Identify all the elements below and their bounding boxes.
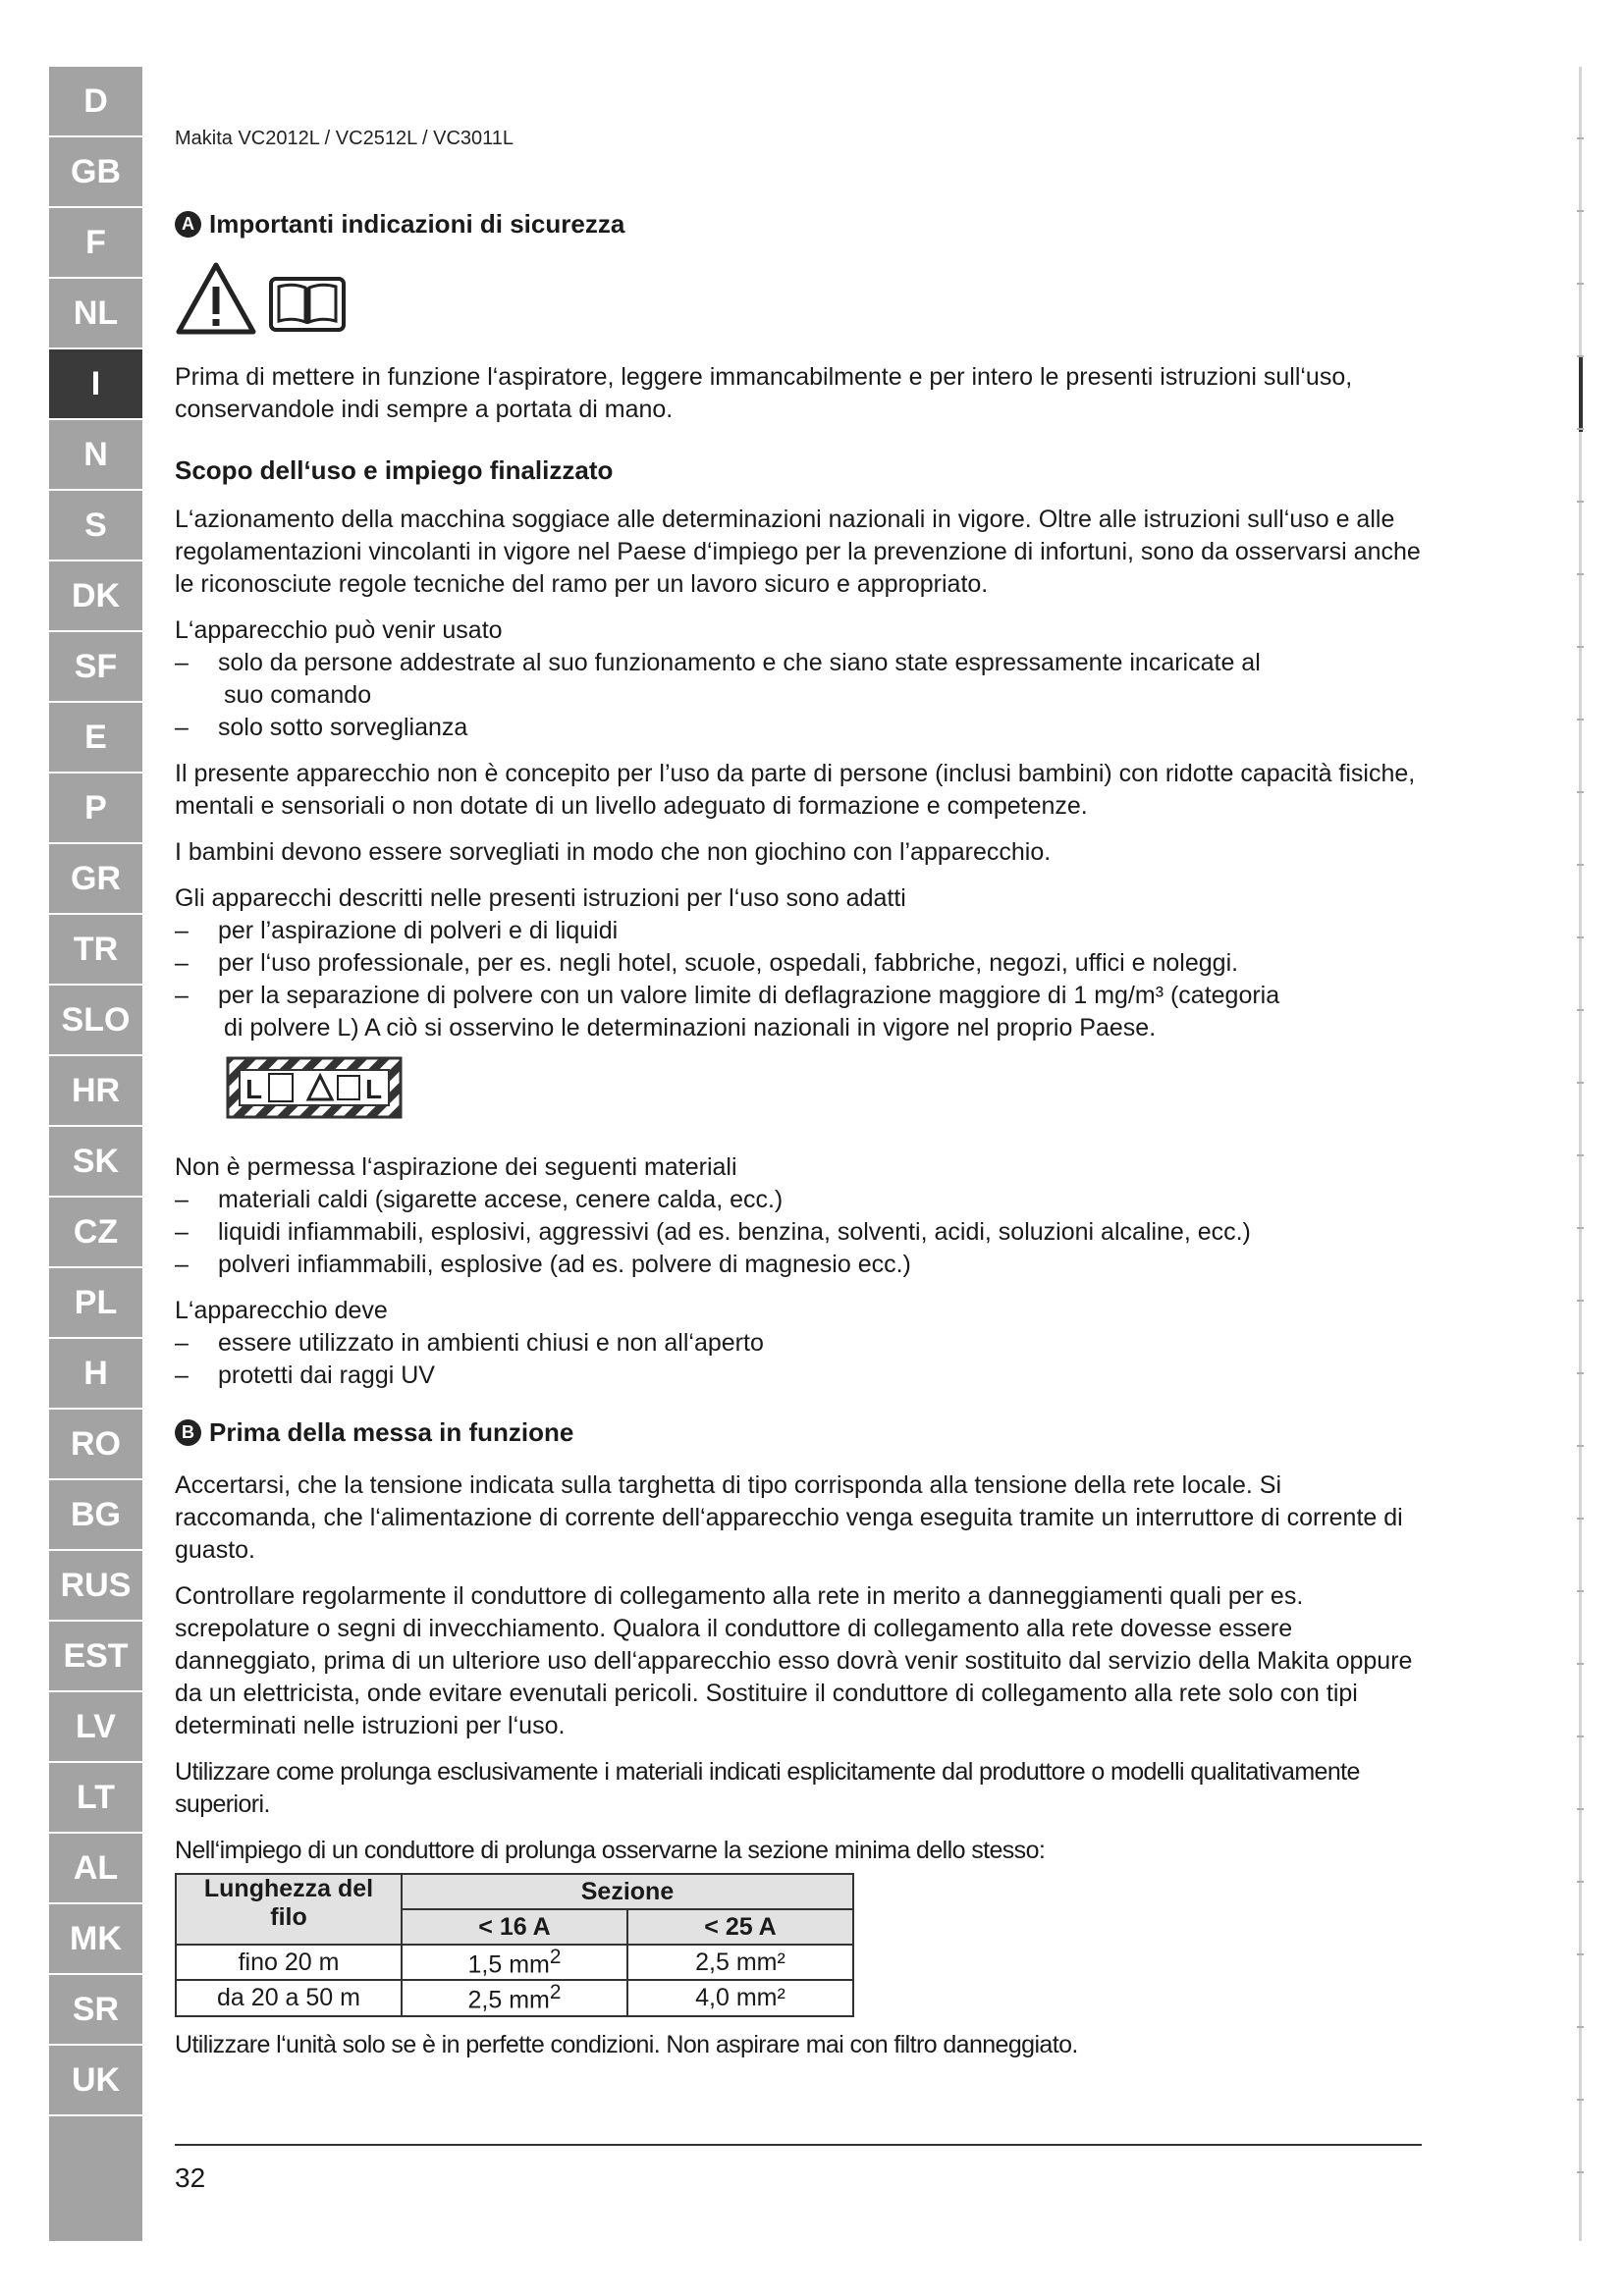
dust-label-left-letter: L bbox=[245, 1074, 263, 1104]
edge-tick bbox=[1577, 1518, 1584, 1520]
section-b-heading bbox=[175, 1417, 1422, 1448]
voltage-paragraph: Accertarsi, che la tensione indicata sulla targhetta di tipo corrisponda alla tensione della rete locale. Si raccomanda, che l‘alimentazione di corrente dell‘apparecchio venga eseguita tramite un interruttore di corrente di guasto. bbox=[175, 1471, 1403, 1564]
scope-heading: Scopo dell‘uso e impiego finalizzato bbox=[175, 455, 614, 485]
edge-tick bbox=[1577, 1953, 1584, 1955]
language-tab-bg[interactable]: BG bbox=[49, 1480, 142, 1551]
forbidden-list bbox=[175, 1184, 1422, 1281]
suitable-list bbox=[175, 915, 1422, 1044]
page-content bbox=[175, 118, 1422, 2061]
language-tab-slo[interactable]: SLO bbox=[49, 986, 142, 1056]
intro-paragraph: Prima di mettere in funzione l‘aspiratore, leggere immancabilmente e per intero le presenti istruzioni sull‘uso, conservandole indi sempre a portata di mano. bbox=[175, 363, 1353, 423]
language-tab-sk[interactable]: SK bbox=[49, 1127, 142, 1198]
must-item-1: essere utilizzato in ambienti chiusi e non all‘aperto bbox=[218, 1329, 764, 1357]
edge-tick bbox=[1577, 864, 1584, 866]
language-tab-cz[interactable]: CZ bbox=[49, 1198, 142, 1268]
model-line: Makita VC2012L / VC2512L / VC3011L bbox=[175, 128, 514, 149]
edge-tick bbox=[1577, 1009, 1584, 1011]
language-tab-f[interactable]: F bbox=[49, 208, 142, 279]
col-length-header: Lunghezza del filo bbox=[176, 1874, 402, 1945]
section-a-title: Importanti indicazioni di sicurezza bbox=[209, 209, 625, 239]
dust-label-right-letter: L bbox=[365, 1074, 383, 1104]
dust-class-l-label bbox=[226, 1056, 1422, 1124]
forbidden-intro: Non è permessa l‘aspirazione dei seguenti materiali bbox=[175, 1153, 737, 1181]
forbidden-item-2: liquidi infiammabili, esplosivi, aggressivi (ad es. benzina, solventi, acidi, soluzioni alcaline, ecc.) bbox=[218, 1218, 1251, 1246]
extension-material-paragraph: Utilizzare come prolunga esclusivamente i materiali indicati esplicitamente dal produttore o modelli qualitativamente superiori. bbox=[175, 1758, 1360, 1818]
list-item: – per la separazione di polvere con un valore limite di deflagrazione maggiore di 1 mg/m³ (categoria di polvere L) A ciò si osservino le determinazioni nazionali in vigore nel proprio Paese. bbox=[175, 980, 1422, 1044]
must-item-2: protetti dai raggi UV bbox=[218, 1362, 435, 1389]
warning-icons bbox=[175, 261, 1422, 336]
right-edge-marker bbox=[1579, 355, 1583, 432]
list-item: – solo sotto sorveglianza bbox=[175, 714, 468, 741]
edge-tick bbox=[1577, 1300, 1584, 1302]
children-paragraph: I bambini devono essere sorvegliati in modo che non giochino con l’apparecchio. bbox=[175, 838, 1052, 866]
language-tab-sr[interactable]: SR bbox=[49, 1975, 142, 2046]
cell-25a: 4,0 mm² bbox=[627, 1980, 853, 2015]
edge-tick bbox=[1577, 2171, 1584, 2173]
footer-rule bbox=[175, 2144, 1422, 2146]
edge-tick bbox=[1577, 283, 1584, 285]
language-tab-s[interactable]: S bbox=[49, 491, 142, 561]
language-tab-ro[interactable]: RO bbox=[49, 1410, 142, 1480]
language-tab-tr[interactable]: TR bbox=[49, 915, 142, 986]
not-intended-paragraph: Il presente apparecchio non è concepito per l’uso da parte di persone (inclusi bambini) con ridotte capacità fisiche, mentali e sensoriali o non dotate di un livello adeguato di formazione e competenze. bbox=[175, 760, 1416, 820]
usage-intro: L‘apparecchio può venir usato bbox=[175, 616, 503, 644]
suitable-intro: Gli apparecchi descritti nelle presenti istruzioni per l‘uso sono adatti bbox=[175, 884, 906, 912]
section-b-title: Prima della messa in funzione bbox=[209, 1417, 574, 1447]
language-tab-gr[interactable]: GR bbox=[49, 844, 142, 915]
page-number: 32 bbox=[175, 2163, 206, 2193]
suitable-item-3-line-2: di polvere L) A ciò si osservino le determinazioni nazionali in vigore nel proprio Paese. bbox=[224, 1014, 1157, 1041]
edge-tick bbox=[1577, 1663, 1584, 1665]
section-b-badge: B bbox=[175, 1419, 201, 1446]
list-item: – protetti dai raggi UV bbox=[175, 1362, 435, 1389]
must-intro: L‘apparecchio deve bbox=[175, 1297, 388, 1324]
edge-tick bbox=[1577, 1445, 1584, 1447]
table-row bbox=[176, 1980, 853, 2015]
suitable-item-3-line-1: per la separazione di polvere con un valore limite di deflagrazione maggiore di 1 mg/m³ (categoria bbox=[218, 982, 1280, 1009]
list-item: – per l’aspirazione di polveri e di liquidi bbox=[175, 917, 619, 944]
edge-tick bbox=[1577, 1082, 1584, 1084]
extension-section-paragraph: Nell‘impiego di un conduttore di prolunga osservarne la sezione minima dello stesso: bbox=[175, 1837, 1046, 1864]
language-tab-h[interactable]: H bbox=[49, 1339, 142, 1410]
edge-tick bbox=[1577, 1735, 1584, 1737]
col-section-header: Sezione bbox=[402, 1874, 853, 1909]
cell-16a: 2,5 $mm^2$ bbox=[402, 1980, 627, 2015]
list-item: – solo da persone addestrate al suo funzionamento e che siano state espressamente incaricate al suo comando bbox=[175, 647, 1422, 712]
table-row bbox=[176, 1945, 853, 1980]
edge-tick bbox=[1577, 1808, 1584, 1810]
suitable-item-2: per l‘uso professionale, per es. negli hotel, scuole, ospedali, fabbriche, negozi, uffici e noleggi. bbox=[218, 949, 1239, 977]
list-item: – essere utilizzato in ambienti chiusi e non all‘aperto bbox=[175, 1329, 764, 1357]
cable-check-paragraph: Controllare regolarmente il conduttore di collegamento alla rete in merito a danneggiamenti quali per es. screpolature o segni di invecchiamento. Qualora il conduttore di collegamento alla rete dovesse essere danneggiato, prima di un ulteriore uso dell‘apparecchio esso dovrà venir sostituito dal servizio della Makita oppure da un elettricista, onde evitare evenutali pericoli. Sostituire il conduttore di collegamento alla rete solo con tipi determinati nelle istruzioni per l‘uso. bbox=[175, 1582, 1413, 1739]
list-item: – per l‘uso professionale, per es. negli hotel, scuole, ospedali, fabbriche, negozi, uffici e noleggi. bbox=[175, 949, 1239, 977]
language-tab-est[interactable]: EST bbox=[49, 1622, 142, 1692]
language-tab-gb[interactable]: GB bbox=[49, 137, 142, 208]
forbidden-item-1: materiali caldi (sigarette accese, cenere calda, ecc.) bbox=[218, 1186, 784, 1213]
edge-tick bbox=[1577, 2026, 1584, 2028]
sub-header-25a: < 25 A bbox=[627, 1909, 853, 1945]
cell-length: da 20 a 50 m bbox=[176, 1980, 402, 2015]
warning-triangle-icon bbox=[175, 261, 257, 336]
language-tab-nl[interactable]: NL bbox=[49, 279, 142, 349]
cable-section-table bbox=[175, 1873, 854, 2017]
edge-tick bbox=[1577, 646, 1584, 648]
section-a-badge: A bbox=[175, 211, 201, 238]
manual-book-icon bbox=[267, 275, 348, 336]
language-tab-lv[interactable]: LV bbox=[49, 1692, 142, 1763]
usage-item-1-line-2: suo comando bbox=[224, 681, 372, 709]
language-tab-sf[interactable]: SF bbox=[49, 632, 142, 703]
cell-16a: 1,5 $mm^2$ bbox=[402, 1945, 627, 1980]
language-tab-rus[interactable]: RUS bbox=[49, 1551, 142, 1622]
usage-item-1-line-1: solo da persone addestrate al suo funzionamento e che siano state espressamente incaricate al bbox=[218, 649, 1261, 676]
suitable-item-1: per l’aspirazione di polveri e di liquidi bbox=[218, 917, 619, 944]
language-tab-d[interactable]: D bbox=[49, 67, 142, 137]
edge-tick bbox=[1577, 1154, 1584, 1156]
edge-tick bbox=[1577, 501, 1584, 503]
usage-item-2: solo sotto sorveglianza bbox=[218, 714, 468, 741]
forbidden-item-3: polveri infiammabili, esplosive (ad es. polvere di magnesio ecc.) bbox=[218, 1251, 911, 1278]
language-tab-mk[interactable]: MK bbox=[49, 1904, 142, 1975]
edge-tick bbox=[1577, 791, 1584, 793]
edge-tick bbox=[1577, 210, 1584, 212]
language-tab-pl[interactable]: PL bbox=[49, 1268, 142, 1339]
must-list bbox=[175, 1327, 1422, 1392]
language-tab-lt[interactable]: LT bbox=[49, 1763, 142, 1834]
section-a-heading bbox=[175, 209, 1422, 240]
language-tab-al[interactable]: AL bbox=[49, 1834, 142, 1904]
list-item: – materiali caldi (sigarette accese, cenere calda, ecc.) bbox=[175, 1186, 784, 1213]
language-tab-hr[interactable]: HR bbox=[49, 1056, 142, 1127]
language-tab-e[interactable]: E bbox=[49, 703, 142, 774]
edge-tick bbox=[1577, 2099, 1584, 2101]
language-tab-strip bbox=[49, 67, 142, 2241]
edge-tick bbox=[1577, 1372, 1584, 1374]
edge-tick bbox=[1577, 137, 1584, 139]
language-tab-n[interactable]: N bbox=[49, 420, 142, 491]
condition-paragraph: Utilizzare l‘unità solo se è in perfette condizioni. Non aspirare mai con filtro danneggiato. bbox=[175, 2030, 1078, 2058]
sub-header-16a: < 16 A bbox=[402, 1909, 627, 1945]
edge-tick bbox=[1577, 1227, 1584, 1229]
language-tab-p[interactable]: P bbox=[49, 774, 142, 844]
edge-tick bbox=[1577, 1590, 1584, 1592]
cell-25a: 2,5 mm² bbox=[627, 1945, 853, 1980]
cell-length: fino 20 m bbox=[176, 1945, 402, 1980]
language-tab-i[interactable]: I bbox=[49, 349, 142, 420]
edge-tick bbox=[1577, 719, 1584, 721]
usage-list bbox=[175, 647, 1422, 744]
edge-tick bbox=[1577, 1881, 1584, 1883]
language-tab-dk[interactable]: DK bbox=[49, 561, 142, 632]
edge-tick bbox=[1577, 936, 1584, 938]
language-tab-uk[interactable]: UK bbox=[49, 2046, 142, 2116]
edge-tick bbox=[1577, 355, 1584, 357]
edge-tick bbox=[1577, 428, 1584, 430]
edge-tick bbox=[1577, 573, 1584, 575]
scope-paragraph: L‘azionamento della macchina soggiace alle determinazioni nazionali in vigore. Oltre alle istruzioni sull‘uso e alle regolamentazioni vincolanti in vigore nel Paese d‘impiego per la prevenzione di infortuni, sono da osservarsi anche le riconosciute regole tecniche del ramo per un lavoro sicuro e appropriato. bbox=[175, 506, 1421, 598]
list-item: – polveri infiammabili, esplosive (ad es. polvere di magnesio ecc.) bbox=[175, 1251, 911, 1278]
list-item: – liquidi infiammabili, esplosivi, aggressivi (ad es. benzina, solventi, acidi, soluzioni alcaline, ecc.) bbox=[175, 1218, 1251, 1246]
